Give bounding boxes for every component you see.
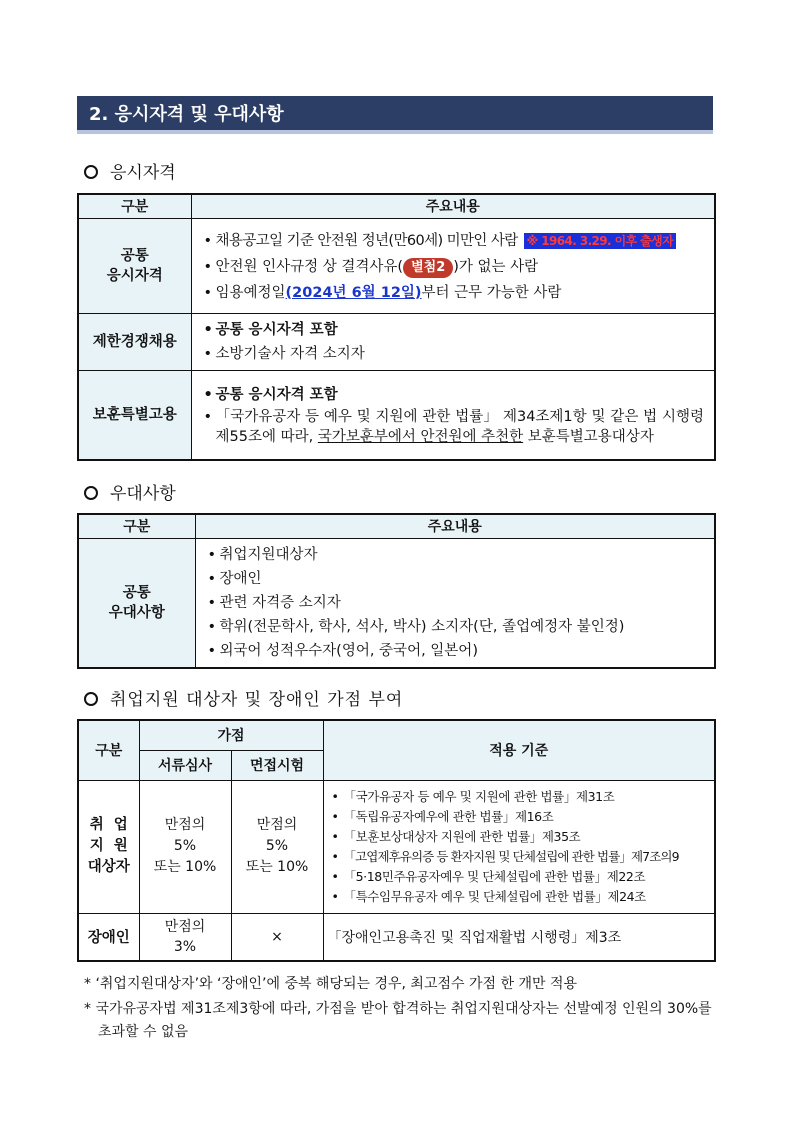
list-item: • 장애인 <box>208 567 705 591</box>
bonus-col-category: 구분 <box>78 720 139 780</box>
preference-col-content: 주요내용 <box>195 514 715 538</box>
birthdate-highlight: ※ 1964. 3.29. 이후 출생자 <box>524 233 676 249</box>
table-row <box>78 913 715 961</box>
circle-bullet-icon <box>84 165 98 179</box>
table-row <box>78 218 715 313</box>
employment-support-document-points: 만점의 5% 또는 10% <box>139 780 231 913</box>
veteran-employment-content <box>191 370 715 460</box>
disabled-label: 장애인 <box>78 913 139 961</box>
bonus-col-criteria: 적용 기준 <box>323 720 715 780</box>
attachment-badge: 별첨2 <box>403 258 453 278</box>
limited-competition-content <box>191 313 715 370</box>
bonus-col-document: 서류심사 <box>139 750 231 780</box>
eligibility-heading-text: 응시자격 <box>110 163 176 183</box>
bonus-heading <box>84 685 403 710</box>
list-item: • 「특수임무유공자 예우 및 단체설립에 관한 법률」제24조 <box>332 887 711 907</box>
footnotes <box>84 973 724 1044</box>
section-title: 2. 응시자격 및 우대사항 <box>77 96 713 134</box>
list-item: • 채용공고일 기준 안전원 정년(만60세) 미만인 사람 ※ 1964. 3.29. 이후 출생자 <box>204 229 705 253</box>
footnote: * 국가유공자법 제31조제3항에 따라, 가점을 받아 합격하는 취업지원대상자는 선발예정 인원의 30%를 초과할 수 없음 <box>84 1001 712 1040</box>
list-item: • 취업지원대상자 <box>208 543 705 567</box>
eligibility-col-category: 구분 <box>78 194 191 218</box>
table-row <box>78 538 715 668</box>
table-row <box>78 313 715 370</box>
table-row <box>78 370 715 460</box>
appointment-date: (2024년 6월 12일) <box>285 284 422 301</box>
list-item: • 「독립유공자예우에 관한 법률」제16조 <box>332 807 711 827</box>
common-preference-content <box>195 538 715 668</box>
eligibility-col-content: 주요내용 <box>191 194 715 218</box>
list-item: • 임용예정일(2024년 6월 12일)부터 근무 가능한 사람 <box>204 281 705 305</box>
employment-support-label: 취 업 지 원 대상자 <box>78 780 139 913</box>
veteran-employment-label: 보훈특별고용 <box>78 370 191 460</box>
common-preference-label: 공통 우대사항 <box>78 538 195 668</box>
bonus-heading-text: 취업지원 대상자 및 장애인 가점 부여 <box>110 690 404 710</box>
table-row <box>78 780 715 913</box>
disabled-interview-points: × <box>231 913 323 961</box>
list-item: • 「국가유공자 등 예우 및 지원에 관한 법률」 제34조제1항 및 같은 법 시행령 제55조에 따라, 국가보훈부에서 안전원에 추천한 보훈특별고용대상자 <box>204 407 705 447</box>
list-item: • 학위(전문학사, 학사, 석사, 박사) 소지자(단, 졸업예정자 불인정) <box>208 615 705 639</box>
list-item: • 공통 응시자격 포함 <box>204 383 705 407</box>
preference-heading <box>84 479 176 504</box>
common-eligibility-content <box>191 218 715 313</box>
circle-bullet-icon <box>84 486 98 500</box>
list-item: • 관련 자격증 소지자 <box>208 591 705 615</box>
eligibility-table <box>77 193 716 461</box>
circle-bullet-icon <box>84 692 98 706</box>
footnote: * ‘취업지원대상자’와 ‘장애인’에 중복 해당되는 경우, 최고점수 가점 한 개만 적용 <box>84 976 577 992</box>
list-item: • 안전원 인사규정 상 결격사유( 별첨2 )가 없는 사람 <box>204 253 705 281</box>
common-eligibility-label: 공통 응시자격 <box>78 218 191 313</box>
bonus-col-points: 가점 <box>139 720 323 750</box>
list-item: • 소방기술사 자격 소지자 <box>204 342 705 366</box>
list-item: • 「고엽제후유의증 등 환자지원 및 단체설립에 관한 법률」제7조의9 <box>332 847 711 867</box>
list-item: • 공통 응시자격 포함 <box>204 318 705 342</box>
eligibility-heading <box>84 158 176 183</box>
disabled-document-points: 만점의 3% <box>139 913 231 961</box>
bonus-col-interview: 면접시험 <box>231 750 323 780</box>
bonus-table <box>77 719 716 962</box>
list-item: • 외국어 성적우수자(영어, 중국어, 일본어) <box>208 639 705 663</box>
preference-col-category: 구분 <box>78 514 195 538</box>
preference-heading-text: 우대사항 <box>110 484 176 504</box>
employment-support-criteria <box>323 780 715 913</box>
list-item: • 「보훈보상대상자 지원에 관한 법률」제35조 <box>332 827 711 847</box>
list-item: • 「국가유공자 등 예우 및 지원에 관한 법률」제31조 <box>332 787 711 807</box>
employment-support-interview-points: 만점의 5% 또는 10% <box>231 780 323 913</box>
disabled-criteria: 「장애인고용촉진 및 직업재활법 시행령」제3조 <box>323 913 715 961</box>
preference-table <box>77 513 716 669</box>
limited-competition-label: 제한경쟁채용 <box>78 313 191 370</box>
list-item: • 「5·18민주유공자예우 및 단체설립에 관한 법률」제22조 <box>332 867 711 887</box>
